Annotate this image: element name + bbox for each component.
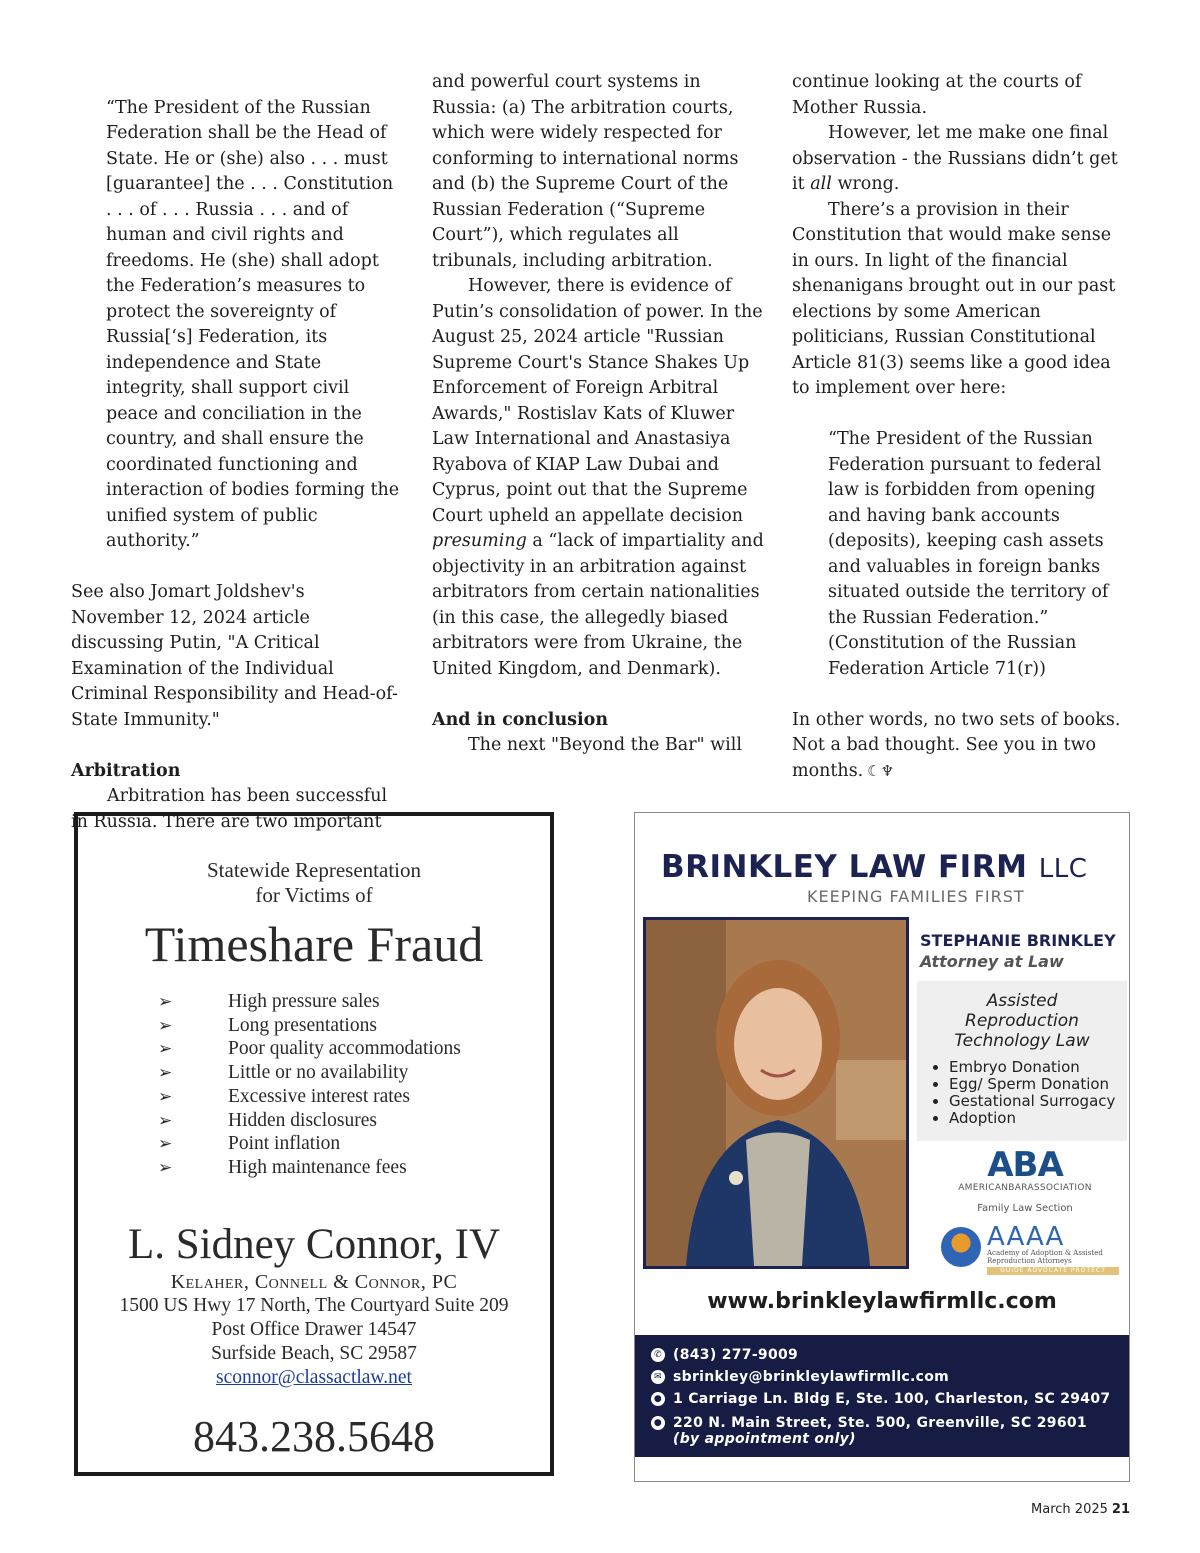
page-footer — [1031, 1502, 1130, 1517]
arrow-bullet-icon: ➢ — [158, 1157, 173, 1177]
bank-accounts-quote: “The President of the Russian Federation pursuant to federal law is forbidden from opening and having bank accounts (deposits), keeping cash assets and valuables in foreign banks situated outside the territory of the Russian Federation.” (Constitution of the Russian Federation Article 71(r)) — [828, 429, 1109, 679]
arrow-bullet-icon: ➢ — [158, 1134, 173, 1154]
court-systems-paragraph: and powerful court systems in Russia: (a) The arbitration courts, which were widely respected for conforming to international norms and (b) the Supreme Court of the Russian Federation (“Supreme Court”), which regulates all tribunals, including arbitration. — [432, 72, 739, 271]
all-emphasis: all — [810, 174, 832, 194]
article-column-3 — [792, 70, 1132, 784]
contact-email: ✉ sbrinkley@brinkleylawfirmllc.com — [651, 1369, 949, 1385]
ad-header-line-1: Statewide Representation — [206, 858, 422, 882]
brinkley-law-ad — [634, 812, 1130, 1482]
palmetto-moon-icon: ☾♆ — [867, 761, 895, 780]
list-item: ➢ High maintenance fees — [158, 1156, 407, 1178]
observation-paragraph — [792, 121, 1132, 198]
firm-title: BRINKLEY LAW FIRM LLC — [661, 849, 1088, 885]
article-column-1 — [71, 70, 401, 835]
list-item: ➢ Long presentations — [158, 1014, 377, 1036]
consolidation-paragraph — [432, 274, 764, 682]
phone-icon: ✆ — [651, 1348, 665, 1362]
appointment-note: (by appointment only) — [673, 1431, 856, 1447]
issue-date: March 2025 — [1031, 1502, 1108, 1517]
email-icon: ✉ — [651, 1370, 665, 1384]
consolidation-text-end: a “lack of impartiality and objectivity in an arbitration against arbitrators from certain nationalities (in this case, the allegedly biased arbitrators were from Ukraine, the United Kingdom, and Denmark). — [432, 531, 764, 679]
contact-address-1: ● 1 Carriage Ln. Bldg E, Ste. 100, Charleston, SC 29407 — [651, 1391, 1110, 1407]
services-list — [917, 1059, 1127, 1127]
arrow-bullet-icon: ➢ — [158, 1110, 173, 1130]
timeshare-fraud-ad — [74, 812, 554, 1476]
contact-address-2: ● 220 N. Main Street, Ste. 500, Greenville, SC 29601 — [651, 1415, 1087, 1431]
list-item: ➢ Poor quality accommodations — [158, 1038, 461, 1060]
observation-text-end: wrong. — [837, 174, 900, 194]
ad-headline: Timeshare Fraud — [144, 916, 484, 972]
portrait-illustration — [646, 920, 906, 1266]
list-item: • Adoption — [949, 1110, 1127, 1127]
ad-header-line-2: for Victims of — [255, 883, 373, 907]
president-quote: “The President of the Russian Federation shall be the Head of State. He or (she) also . . . must [guarantee] the . . . Constitution . . . of . . . Russia . . . and of human and civil rights and freedoms. He (she) shall adopt the Federation’s measures to protect the sovereignty of Russia[‘s] Federation, its independence and State integrity, shall support civil peace and conciliation in the country, and shall ensure the coordinated functioning and interaction of bodies forming the unified system of public authority.” — [106, 97, 400, 551]
practice-heading: Assisted Reproduction Technology Law — [954, 991, 1090, 1051]
list-item: ➢ High pressure sales — [158, 991, 380, 1012]
list-item: • Embryo Donation — [949, 1059, 1127, 1076]
email-link[interactable]: sconnor@classactlaw.net — [216, 1366, 412, 1388]
observation-text-start: However, let me make one final observation - the Russians didn’t get it — [792, 123, 1118, 194]
provision-paragraph: There’s a provision in their Constitution that would make sense in ours. In light of the financial shenanigans brought out in our past elections by some American politicians, Russian Constitutional Article 81(3) seems like a good idea to implement over here: — [792, 199, 1116, 398]
list-item: ➢ Point inflation — [158, 1133, 341, 1155]
closing-text: In other words, no two sets of books. Not a bad thought. See you in two months. — [792, 709, 1121, 781]
firm-suffix: LLC — [1038, 854, 1088, 884]
phone-number: 843.238.5648 — [193, 1411, 435, 1461]
contact-phone: ✆ (843) 277-9009 — [651, 1347, 798, 1363]
location-pin-icon: ● — [651, 1416, 665, 1430]
arbitration-paragraph: Arbitration has been successful in Russia. There are two important — [71, 786, 388, 832]
practice-area-box — [917, 981, 1127, 1141]
fraud-list — [158, 990, 550, 1180]
closing-paragraph — [792, 708, 1132, 785]
arrow-bullet-icon: ➢ — [158, 1015, 173, 1035]
aaaa-emblem-icon — [941, 1227, 981, 1267]
location-pin-icon: ● — [651, 1392, 665, 1406]
attorney-name: L. Sidney Connor, IV — [127, 1220, 501, 1268]
conclusion-heading: And in conclusion — [432, 709, 609, 730]
arrow-bullet-icon: ➢ — [158, 1086, 173, 1106]
arrow-bullet-icon: ➢ — [158, 1039, 173, 1059]
arrow-bullet-icon: ➢ — [158, 1063, 173, 1083]
see-also-paragraph: See also Jomart Joldshev's November 12, 2024 article discussing Putin, "A Critical Examination of the Individual Criminal Responsibility and Head-of-State Immunity." — [71, 582, 398, 730]
aaaa-logo: AAAA Academy of Adoption & Assisted Reproduction Attorneys GUIDE ADVOCATE PROTECT — [941, 1223, 1119, 1275]
contact-footer — [635, 1335, 1129, 1457]
arbitration-heading: Arbitration — [71, 760, 181, 781]
presuming-emphasis: presuming — [432, 531, 527, 551]
list-item: • Egg/ Sperm Donation — [949, 1076, 1127, 1093]
firm-tagline: KEEPING FAMILIES FIRST — [807, 887, 1025, 906]
article-column-2 — [432, 70, 764, 759]
website-link[interactable]: www.brinkleylawfirmllc.com — [707, 1289, 1057, 1314]
list-item: ➢ Little or no availability — [158, 1062, 409, 1084]
address-line-1: 1500 US Hwy 17 North, The Courtyard Suite 209 — [119, 1294, 509, 1316]
continue-paragraph: continue looking at the courts of Mother Russia. — [792, 72, 1082, 118]
aba-logo: ABA AMERICANBARASSOCIATION Family Law Section — [958, 1145, 1092, 1214]
list-item: ➢ Excessive interest rates — [158, 1085, 410, 1107]
list-item: ➢ Hidden disclosures — [158, 1109, 377, 1131]
list-item: • Gestational Surrogacy — [949, 1093, 1127, 1110]
attorney-title: Attorney at Law — [920, 952, 1064, 971]
conclusion-paragraph: The next "Beyond the Bar" will — [468, 735, 742, 755]
address-line-2: Post Office Drawer 14547 — [211, 1318, 417, 1340]
firm-name: Kelaher, Connell & Connor, PC — [170, 1270, 458, 1293]
attorney-photo — [643, 917, 909, 1269]
attorney-name: STEPHANIE BRINKLEY — [920, 931, 1116, 950]
consolidation-text-start: However, there is evidence of Putin’s consolidation of power. In the August 25, 2024 article "Russian Supreme Court's Stance Shakes Up Enforcement of Foreign Arbitral Awards," Rostislav Kats of Kluwer Law International and Anastasiya Ryabova of KIAP Law Dubai and Cyprus, point out that the Supreme Court upheld an appellate decision — [432, 276, 763, 526]
page-number: 21 — [1111, 1502, 1130, 1517]
address-line-3: Surfside Beach, SC 29587 — [211, 1342, 417, 1364]
arrow-bullet-icon: ➢ — [158, 992, 173, 1011]
